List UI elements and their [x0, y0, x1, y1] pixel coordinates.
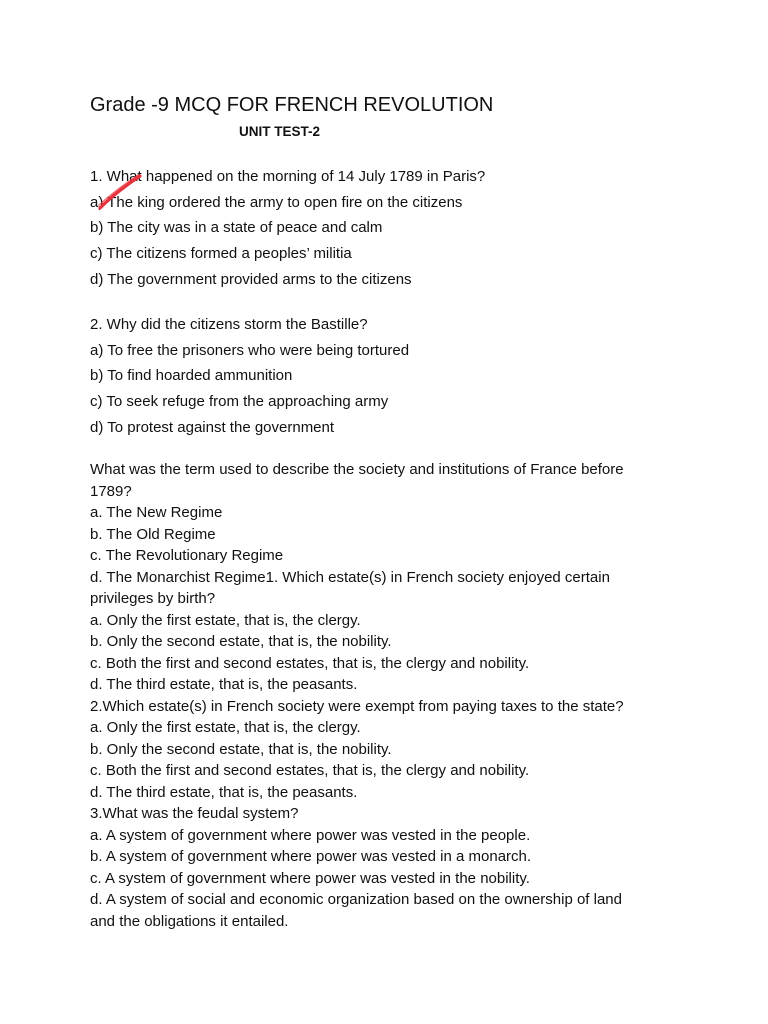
- text-line: a. A system of government where power was vested in the people.: [90, 826, 531, 844]
- question-2-option-c: c) To seek refuge from the approaching army: [90, 393, 389, 411]
- text-line: a. Only the first estate, that is, the clergy.: [90, 611, 361, 629]
- text-line: d. The third estate, that is, the peasants.: [90, 676, 358, 693]
- text-line: 1789?: [90, 482, 132, 500]
- question-1-option-c: c) The citizens formed a peoples’ militia: [90, 245, 352, 263]
- text-line: 3.What was the feudal system?: [90, 805, 299, 822]
- text-line: d. The third estate, that is, the peasants.: [90, 783, 358, 801]
- text-line: What was the term used to describe the society and institutions of France before: [90, 461, 624, 478]
- question-1-option-d: d) The government provided arms to the citizens: [90, 270, 412, 288]
- text-line: c. A system of government where power was vested in the nobility.: [90, 869, 530, 887]
- question-1-option-a: a) The king ordered the army to open fire on the citizens: [90, 193, 463, 211]
- text-line: and the obligations it entailed.: [90, 912, 289, 930]
- question-1-block: [90, 164, 660, 293]
- text-line: c. Both the first and second estates, that is, the clergy and nobility.: [90, 762, 530, 779]
- question-2-text: 2. Why did the citizens storm the Bastille?: [90, 316, 368, 333]
- page-title: Grade -9 MCQ FOR FRENCH REVOLUTION: [90, 94, 494, 116]
- question-2-option-b: b) To find hoarded ammunition: [90, 367, 293, 385]
- question-list-block: [90, 459, 660, 932]
- text-line: d. A system of social and economic organization based on the ownership of land: [90, 891, 622, 908]
- question-2-option-d: d) To protest against the government: [90, 418, 335, 436]
- text-line: 2.Which estate(s) in French society were exempt from paying taxes to the state?: [90, 697, 624, 715]
- text-line: a. Only the first estate, that is, the clergy.: [90, 719, 361, 736]
- question-2-block: [90, 312, 660, 441]
- page-subtitle: UNIT TEST-2: [239, 124, 321, 139]
- text-line: c. Both the first and second estates, that is, the clergy and nobility.: [90, 654, 530, 672]
- text-line: b. The Old Regime: [90, 525, 216, 543]
- question-1-text: 1. What happened on the morning of 14 July 1789 in Paris?: [90, 168, 486, 185]
- text-line: d. The Monarchist Regime1. Which estate(s) in French society enjoyed certain: [90, 568, 610, 586]
- text-line: a. The New Regime: [90, 504, 223, 521]
- text-line: privileges by birth?: [90, 590, 216, 607]
- text-line: b. Only the second estate, that is, the nobility.: [90, 633, 392, 650]
- text-line: b. Only the second estate, that is, the nobility.: [90, 740, 392, 758]
- text-line: c. The Revolutionary Regime: [90, 547, 284, 564]
- text-line: b. A system of government where power was vested in a monarch.: [90, 848, 532, 865]
- question-1-option-b: b) The city was in a state of peace and calm: [90, 219, 383, 237]
- question-2-option-a: a) To free the prisoners who were being tortured: [90, 341, 410, 359]
